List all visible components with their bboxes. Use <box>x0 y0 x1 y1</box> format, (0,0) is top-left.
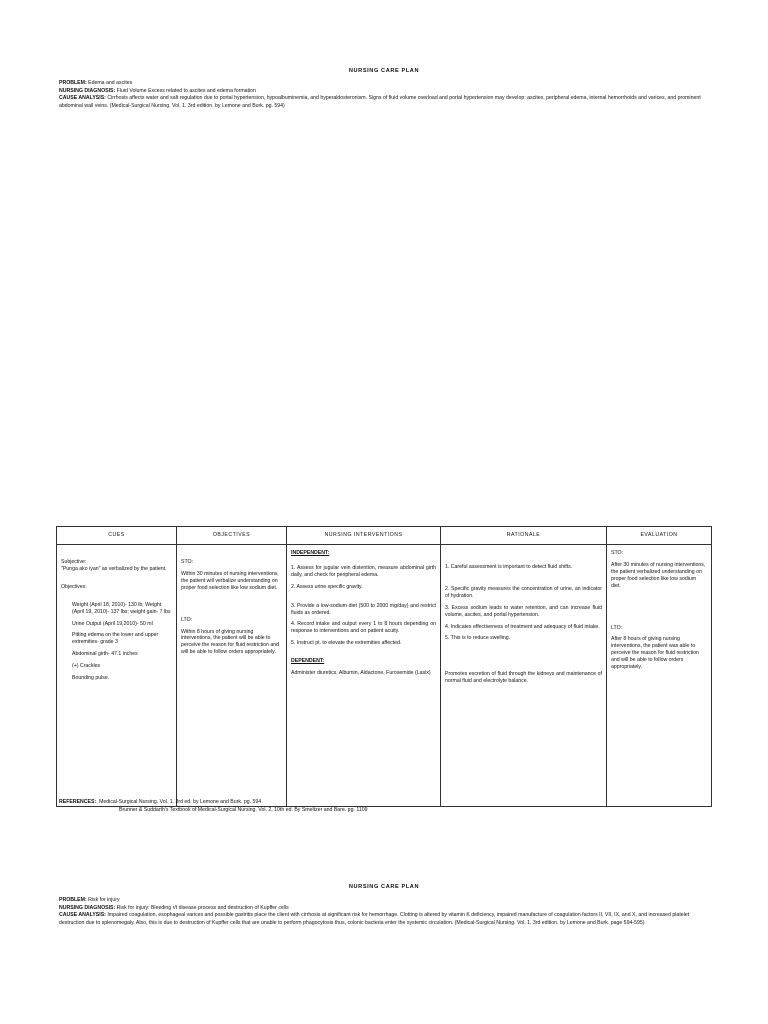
intervention-1: 1. Assess for jugular vein distention, measure abdominal girth daily, and check for peripheral edema. <box>291 564 436 578</box>
eval-sto: After 30 minutes of nursing interventions, the patient verbalized understanding on proper food selection like low sodium diet. <box>611 561 706 589</box>
problem-text-2: Risk for injury <box>88 897 120 903</box>
cue-crackles: (+) Crackles <box>72 663 101 670</box>
subjective-quote: "Punga ako iyan" as verbalized by the patient. <box>61 565 167 572</box>
intervention-4: 4. Record intake and output every 1 to 8 hours depending on response to interventions and on patient acuity. <box>291 621 436 635</box>
cause-label-2: CAUSE ANALYSIS: <box>59 912 106 919</box>
cue-pulse: Bounding pulse. <box>72 675 110 682</box>
objectives-label: Objectives: <box>61 583 87 590</box>
rationale-2: 2. Specific gravity measures the concentration of urine, an indicator of hydration. <box>445 585 602 599</box>
cue-girth: Abdominal girth- 47.1 inches <box>72 651 138 658</box>
cause-text-2: Impaired coagulation, esophageal varices and possible gastritis place the client with cirrhosis at significant risk for hemorrhage. Clotting is altered by vitamin K deficiency, impaired manufacture of coagulation factors II, VII, IX, and X, and increased platelet destruction due to splenomegaly. Also, this is due to destruction of Kupffer cells that are unable to perform phagocytosis thus, colonic bacteria enter the systemic circulation. (Medical-Surgical Nursing. Vol. 1. 3rd edition. by Lemone and Burk. page 594-595) <box>59 912 690 926</box>
problem-label-2: PROBLEM: <box>59 897 87 903</box>
independent-label: INDEPENDENT: <box>291 550 330 556</box>
intervention-3: 3. Provide a low-sodium diet (500 to 2000 mg/day) and restrict fluids as ordered. <box>291 602 436 616</box>
sto-objective: Within 30 minutes of nursing interventions, the patient will verbalize understanding on proper food selection like low sodium diet. <box>181 570 279 591</box>
cue-edema: Pitting edema on the lower and upper extremities- grade 3 <box>72 632 159 646</box>
dependent-label: DEPENDENT: <box>291 658 325 665</box>
diagnosis-label-2: NURSING DIAGNOSIS: <box>59 904 116 911</box>
references-label: REFERENCES: <box>59 799 97 805</box>
cause-text: Cirrhosis affects water and salt regulation due to portal hypertension, hypoalbuminemia, and hyperaldosteronism. Signs of fluid volume overload and portal hypertension may develop: ascites, peripheral edema, internal hemorrhoids and varices, and prominent abdominal wall veins. (Medical-Surgical Nursing. Vol. 1. 3rd edition. by Lemone and Burk. pg. 594) <box>59 95 701 109</box>
diagnosis-label: NURSING DIAGNOSIS: <box>59 87 116 94</box>
intervention-5: 5. Instruct pt. to elevate the extremities affected. <box>291 640 402 647</box>
lto-objective: Within 8 hours of giving nursing interventions, the patient will be able to perceive the reason for fluid restriction and will be able to follow orders appropriately. <box>181 628 280 656</box>
header-cues: CUES <box>57 527 177 545</box>
care-plan-title: NURSING CARE PLAN <box>348 68 420 74</box>
rationale-3: 3. Excess sodium leads to water retention, and can increase fluid volume, ascites, and portal hypertension. <box>445 604 602 618</box>
header-interventions: NURSING INTERVENTIONS <box>287 527 441 545</box>
care-plan-title-2: NURSING CARE PLAN <box>348 884 420 890</box>
cue-weight: Weight (April 18, 2010)- 130 lb; Weight (April 19, 2010)- 137 lbs; weight gain- 7 lbs <box>72 601 171 615</box>
header-evaluation: EVALUATION <box>607 527 712 545</box>
rationale-4: 4. Indicates effectiveness of treatment and adequacy of fluid intake. <box>445 623 600 630</box>
rationale-dependent: Promotes excretion of fluid through the kidneys and maintenance of normal fluid and electrolyte balance. <box>445 671 602 685</box>
care-plan-table <box>56 526 712 807</box>
subjective-label: Subjective: <box>61 559 87 565</box>
table-header-row <box>57 527 712 545</box>
care-plan-header-2 <box>59 897 714 927</box>
intervention-2: 2. Assess urine specific gravity. <box>291 583 363 590</box>
diagnosis-text: Fluid Volume Excess related to ascites and edema formation <box>116 87 256 94</box>
header-rationale: RATIONALE <box>441 527 607 545</box>
cues-cell <box>57 545 177 807</box>
header-objectives: OBJECTIVES <box>177 527 287 545</box>
dependent-intervention: Administer diuretics, Albumin, Aldactone, Furosemide (Lasix) <box>291 670 431 677</box>
table-row <box>57 545 712 807</box>
rationale-5: 5. This is to reduce swelling. <box>445 635 511 642</box>
eval-lto: After 8 hours of giving nursing interventions, the patient was able to perceive the reason for fluid restriction and will be able to follow orders appropriately. <box>611 636 699 671</box>
interventions-cell <box>287 545 441 807</box>
lto-label: LTO: <box>181 616 193 623</box>
references <box>59 799 709 814</box>
rationale-1: 1. Careful assessment is important to detect fluid shifts. <box>445 564 573 570</box>
problem-text: Edema and ascites <box>88 80 133 86</box>
evaluation-cell <box>607 545 712 807</box>
cue-urine: Urine Output (April 19,2010)- 50 ml <box>72 620 153 627</box>
objectives-cell <box>177 545 287 807</box>
eval-lto-label: LTO: <box>611 624 623 631</box>
reference-2: Brunner & Suddarth's Textbook of Medical-Surgical Nursing. Vol. 2, 10th ed. By Smeltzer and Bare. pg. 1109 <box>119 806 368 813</box>
problem-label: PROBLEM: <box>59 80 87 86</box>
reference-1: Medical-Surgical Nursing. Vol. 1. 3rd ed. by Lemone and Burk. pg. 594 <box>99 799 262 805</box>
rationale-cell <box>441 545 607 807</box>
care-plan-header <box>59 80 714 110</box>
eval-sto-label: STO: <box>611 550 624 556</box>
sto-label: STO: <box>181 559 194 565</box>
cause-label: CAUSE ANALYSIS: <box>59 95 106 102</box>
diagnosis-text-2: Risk for injury: Bleeding r/t disease process and destruction of Kupffer cells <box>116 904 289 911</box>
